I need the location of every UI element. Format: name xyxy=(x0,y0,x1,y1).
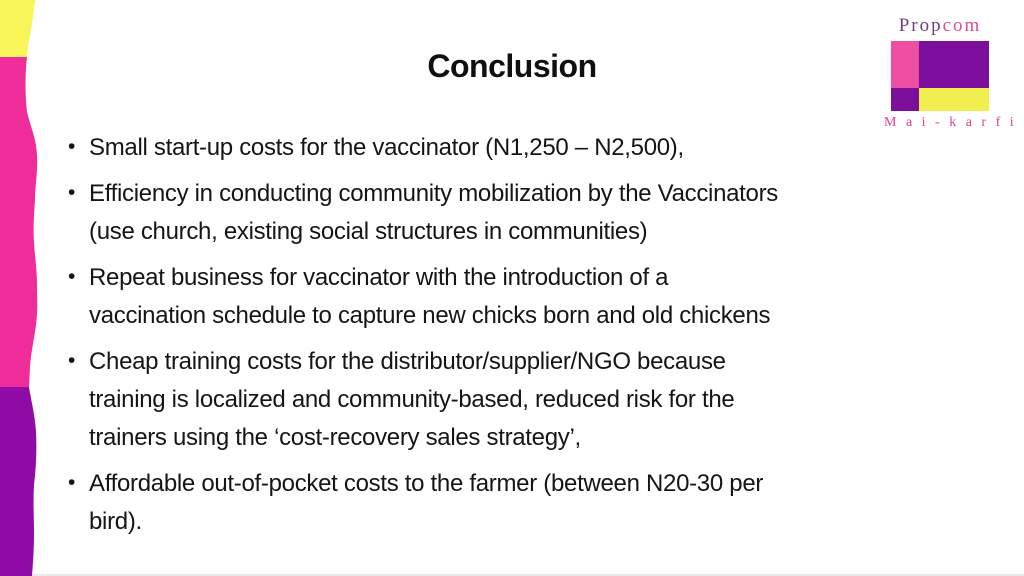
logo-square-yellow xyxy=(919,88,989,111)
bullet-text: Affordable out-of-pocket costs to the farmer (between N20-30 per xyxy=(89,470,764,497)
logo-square-purple-top xyxy=(919,41,989,88)
bullet-marker: • xyxy=(68,181,76,204)
logo-squares xyxy=(891,41,989,111)
bullet-text: Repeat business for vaccinator with the introduction of a xyxy=(89,264,669,291)
stripe-purple-segment xyxy=(0,387,36,576)
logo-tagline: M a i - k a r f i xyxy=(884,115,1017,130)
left-accent-stripe xyxy=(0,0,40,576)
bullet-item xyxy=(68,259,973,335)
bullet-list xyxy=(68,129,973,549)
bullet-item xyxy=(68,175,973,251)
bullet-item xyxy=(68,343,973,457)
bullet-text: bird). xyxy=(89,508,142,535)
bullet-text: training is localized and community-based, reduced risk for the xyxy=(89,386,735,413)
bullet-marker: • xyxy=(68,349,76,372)
logo-square-pink xyxy=(891,41,919,88)
wordmark-com: com xyxy=(942,15,982,36)
bullet-text: Efficiency in conducting community mobilization by the Vaccinators xyxy=(89,180,778,207)
propcom-wordmark xyxy=(884,14,996,38)
stripe-yellow-segment xyxy=(0,0,35,57)
bullet-marker: • xyxy=(68,135,76,158)
bullet-text: vaccination schedule to capture new chicks born and old chickens xyxy=(89,302,771,329)
bullet-item xyxy=(68,129,973,167)
propcom-logo xyxy=(884,14,1017,131)
bullet-text: (use church, existing social structures in communities) xyxy=(89,218,648,245)
bullet-item xyxy=(68,465,973,541)
stripe-pink-segment xyxy=(0,57,37,387)
bullet-marker: • xyxy=(68,471,76,494)
bullet-marker: • xyxy=(68,265,76,288)
logo-square-purple-bottom xyxy=(891,88,919,111)
page-title: Conclusion xyxy=(427,48,597,84)
bullet-text: Cheap training costs for the distributor/supplier/NGO because xyxy=(89,348,726,375)
bullet-text: Small start-up costs for the vaccinator (N1,250 – N2,500), xyxy=(89,134,684,161)
wordmark-prop: Prop xyxy=(898,15,943,36)
bullet-text: trainers using the ‘cost-recovery sales strategy’, xyxy=(89,424,581,451)
